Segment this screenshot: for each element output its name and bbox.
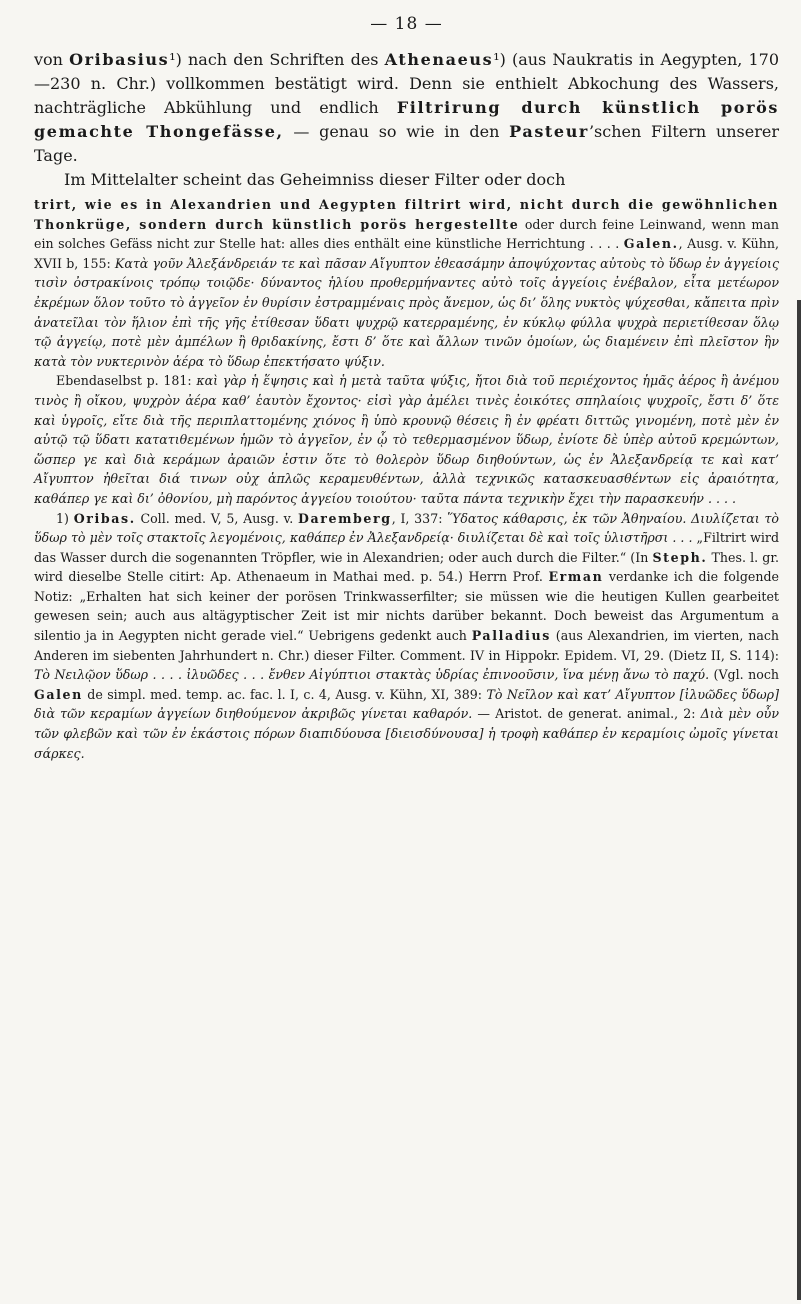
name-galen-2: Galen (34, 686, 83, 702)
greek-quote-palladius: Τὸ Νειλῷον ὕδωρ . . . . ἰλυῶδες . . . ἔνθεν Αἰγύπτιοι στακτὰς ὑδρίας ἐπινοοῦσιν, ἵνα μένῃ ἄνω τὸ παχύ. (34, 667, 710, 683)
page-number: — 18 — (370, 14, 443, 34)
greek-quote-ebendaselbst: καὶ γὰρ ἡ ἕψησις καὶ ἡ μετὰ ταῦτα ψύξις, ἤτοι διὰ τοῦ περιέχοντος ἡμᾶς ἀέρος ἢ ἀνέμου τινὸς ἢ οἴκου, ψυχρὸν ἀέρα καθ’ ἑαυτὸν ἔχοντος· εἰσὶ γὰρ ἀμέλει τινὲς ἐοικότες σπηλαίοις ψυχροῖς, ἔστι δ’ ὅτε καὶ ὑγροῖς, εἴτε διὰ τῆς περιπλαττομένης χιόνος ἢ ὑπὸ κρουνῷ θέσεις ἢ ἐν φρέατι διττῶς γινομένη, ποτὲ μὲν ἐν αὐτῷ τῷ ὕδατι κατατιθεμένων ἡμῶν τὸ ἀγγεῖον, ἐν ᾧ τὸ τεθερμασμένον ὕδωρ, ἐνίοτε δὲ ὑπὲρ αὐτοῦ κρεμώντων, ὥσπερ γε καὶ διὰ κεράμων ἀραιῶν ἐστιν ὅτε τὸ θολερὸν ὕδωρ διηθούντων, ὡς ἐν Ἀλεξανδρείᾳ τε καὶ κατ’ Αἴγυπτον ἠθεῖται διά τινων οὐχ ἁπλῶς κεραμευθέντων, ἀλλὰ τεχνικῶς κατασκευασθέντων εἰς ἀραιότητα, καθάπερ γε καὶ δι’ ὀθονίου, μὴ παρόντος ἀγγείου τοιούτου· ταῦτα πάντα τεχνικὴν ἔχει τὴν παρασκευήν . . . . (34, 373, 779, 506)
name-galen: Galen. (623, 236, 679, 252)
text-run: , Ausg. v. Kühn, XVII b, 155: (34, 236, 779, 271)
emphasis-filtrirung: Filtrirung durch künstlich porös gemachte Thongefässe, (34, 98, 779, 141)
greek-quote-galen: Κατὰ γοῦν Ἀλεξάνδρειάν τε καὶ πᾶσαν Αἴγυπτον ἐθεασάμην ἀποψύχοντας αὐτοὺς τὸ ὕδωρ ἐν ἀγγείοις τισὶν ὀστρακίνοις τρόπῳ τοιῷδε· δύναντος ἡλίου προθερμήναντες αὐτὸ τοῖς ἀγγείοις ἐνέβαλον, εἶτα μετέωρον ἐκρέμων ὅλον τοῦτο τὸ ἀγγεῖον ἐν θυρίσιν ἐστραμμέναις πρὸς ἄνεμον, ὡς δι’ ὅλης νυκτὸς ψύχεσθαι, κἄπειτα πρὶν ἀνατεῖλαι τὸν ἥλιον ἐπὶ τῆς γῆς ἐτίθεσαν ὕδατι ψυχρῷ κατερραμένης, ἐν κύκλῳ φύλλα ψυχρὰ περιετίθεσαν ὅλῳ τῷ ἀγγείῳ, ποτὲ μὲν ἀμπέλων ἢ θριδακίνης, ἔστι δ’ ὅτε καὶ ἄλλων τινῶν ὁμοίων, ὡς διαμένειν ἐπὶ πλεῖστον ἣν κατὰ τὸν νυκτερινὸν ἀέρα τὸ ὕδωρ ἐπεκτήσατο ψύξιν. (34, 255, 779, 369)
main-paragraph-1 (34, 48, 779, 168)
main-text (34, 48, 779, 192)
text-run: (aus Alexandrien, im vierten, nach Anderen im siebenten Jahrhundert n. Chr.) dieser Filter. Comment. IV in Hippokr. Epidem. VI, 29. (Dietz II, S. 114): (34, 628, 779, 663)
name-pasteur: Pasteur (509, 122, 589, 141)
text-run: oder durch feine Leinwand, wenn man ein solches Gefäss nicht zur Stelle hat: alles dies enthält eine künstliche Herrichtung . . . . (34, 216, 779, 252)
name-daremberg: Daremberg (297, 510, 392, 526)
text-run: Thes. l. gr. wird dieselbe Stelle citirt: Ap. Athenaeum in Mathai med. p. 54.) Herrn Prof. (34, 549, 780, 585)
text-run: Ebendaselbst p. 181: (56, 373, 197, 389)
emphasis-phrase: trirt, wie es in Alexandrien und Aegypten filtrirt wird, nicht durch die gewöhnlichen Thonkrüge, sondern durch künstlich porös hergestellte (34, 197, 779, 232)
greek-quote-aristotle: Διὰ μὲν οὖν τῶν φλεβῶν καὶ τῶν ἐν ἑκάστοις πόρων διαπιδύουσα [διεισδύνουσα] ἡ τροφὴ καθάπερ ἐν κεραμίοις ὠμοῖς γίνεται σάρκες. (34, 706, 779, 761)
text-run: Coll. med. V, 5, Ausg. v. (135, 510, 298, 526)
name-steph: Steph. (652, 549, 708, 565)
text-run: — Aristot. de generat. animal., 2: (472, 706, 701, 722)
quotation-paragraph-1 (34, 195, 779, 371)
text-run: „Filtrirt wird das Wasser durch die sogenannten Tröpfler, wie in Alexandrien; oder auch durch die Filter.“ (In (34, 530, 780, 565)
text-run: 1) (56, 510, 74, 526)
text-run: ¹) (aus Naukratis in Aegypten, 170—230 n. Chr.) vollkommen bestätigt wird. Denn sie enthielt Abkochung des Wassers, nachträgliche Abkühlung und endlich (34, 50, 780, 117)
text-run: de simpl. med. temp. ac. fac. l. I, c. 4, Ausg. v. Kühn, XI, 389: (82, 686, 487, 702)
text-run: — genau so wie in den (283, 122, 510, 141)
main-paragraph-2: Im Mittelalter scheint das Geheimniss dieser Filter oder doch (64, 170, 566, 189)
greek-quote-athenaeus: Ὕδατος κάθαρσις, ἐκ τῶν Ἀθηναίου. Διυλίζεται τὸ ὕδωρ τὸ μὲν τοῖς στακτοῖς λεγομένοις, καθάπερ ἐν Ἀλεξανδρείᾳ· διυλίζεται δὲ καὶ τοῖς ὑλιστῆρσι . . . (34, 510, 779, 546)
text-run: von (34, 50, 70, 69)
quotation-block (34, 195, 779, 509)
footnote (34, 509, 779, 764)
name-palladius: Palladius (471, 628, 551, 644)
greek-quote-galen-2: Τὸ Νεῖλον καὶ κατ’ Αἴγυπτον [ἰλυῶδες ὕδωρ] διὰ τῶν κεραμίων ἀγγείων διηθούμενον ἀκριβῶς γίνεται καθαρόν. (34, 686, 779, 722)
text-run: (Vgl. noch (709, 667, 779, 683)
page-number-value: 18 (394, 14, 419, 34)
text-run: , I, 337: (391, 510, 448, 526)
page-edge-rule (797, 300, 801, 1300)
footnote-1 (34, 509, 779, 764)
name-oribasius: Oribasius (69, 50, 170, 69)
name-oribas: Oribas. (73, 510, 136, 526)
text-run: verdanke ich die folgende Notiz: „Erhalten hat sich keiner der porösen Trinkwasserfilter; sie müssen wie die heutigen Kullen gearbeitet gewesen sein; auch aus altägyptischer Zeit ist mir nichts darüber bekannt. Doch beweist das Argumentum a silentio ja in Aegypten nicht gerade viel.“ Uebrigens gedenkt auch (34, 569, 780, 644)
name-erman: Erman (548, 569, 604, 585)
quotation-paragraph-2 (34, 371, 779, 508)
text-run: ’schen Filtern unserer Tage. (34, 122, 779, 165)
name-athenaeus: Athenaeus (384, 50, 494, 69)
text-run: ¹) nach den Schriften des (169, 50, 385, 69)
